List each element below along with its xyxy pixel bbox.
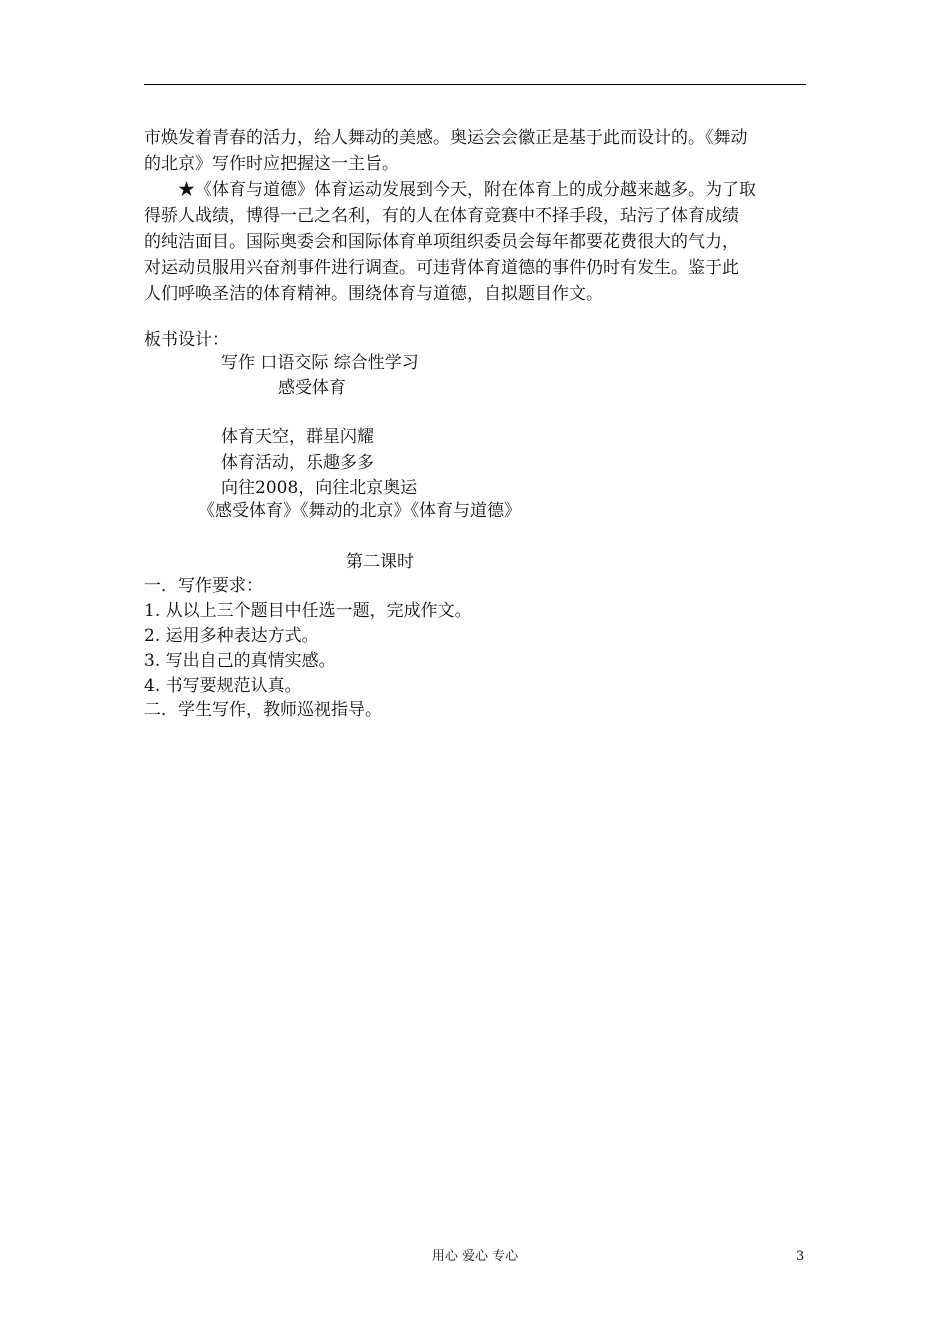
page-number: 3 <box>796 1249 805 1264</box>
lesson2-section1: 一．写作要求： <box>144 576 263 596</box>
requirement-item: 3. 写出自己的真情实感。 <box>144 651 336 671</box>
paragraph2-line4: 对运动员服用兴奋剂事件进行调查。可违背体育道德的事件仍时有发生。鉴于此 <box>144 258 739 278</box>
footer-motto: 用心 爱心 专心 <box>431 1249 519 1264</box>
board-item: 体育活动，乐趣多多 <box>221 453 374 473</box>
board-item: 体育天空，群星闪耀 <box>221 427 374 447</box>
board-heading: 板书设计： <box>144 330 229 350</box>
requirement-item: 1. 从以上三个题目中任选一题，完成作文。 <box>144 601 472 621</box>
paragraph2-line1: ★《体育与道德》体育运动发展到今天，附在体育上的成分越来越多。为了取 <box>178 180 756 200</box>
paragraph1-line2: 的北京》写作时应把握这一主旨。 <box>144 154 399 174</box>
paragraph2-line2: 得骄人战绩，博得一己之名利，有的人在体育竞赛中不择手段，玷污了体育成绩 <box>144 206 739 226</box>
lesson2-title: 第二课时 <box>346 552 414 572</box>
board-subtitle: 感受体育 <box>278 378 346 398</box>
board-item: 向往2008，向往北京奥运 <box>221 478 418 498</box>
paragraph2-line3: 的纯洁面目。国际奥委会和国际体育单项组织委员会每年都要花费很大的气力， <box>144 232 739 252</box>
board-works: 《感受体育》《舞动的北京》《体育与道德》 <box>198 501 521 521</box>
requirement-item: 2. 运用多种表达方式。 <box>144 626 319 646</box>
header-rule <box>144 84 806 85</box>
requirement-item: 4. 书写要规范认真。 <box>144 676 302 696</box>
board-title-line: 写作 口语交际 综合性学习 <box>221 353 419 373</box>
paragraph1-line1: 市焕发着青春的活力，给人舞动的美感。奥运会会徽正是基于此而设计的。《舞动 <box>144 128 748 148</box>
paragraph2-line5: 人们呼唤圣洁的体育精神。围绕体育与道德，自拟题目作文。 <box>144 284 603 304</box>
lesson2-section2: 二．学生写作，教师巡视指导。 <box>144 700 382 720</box>
